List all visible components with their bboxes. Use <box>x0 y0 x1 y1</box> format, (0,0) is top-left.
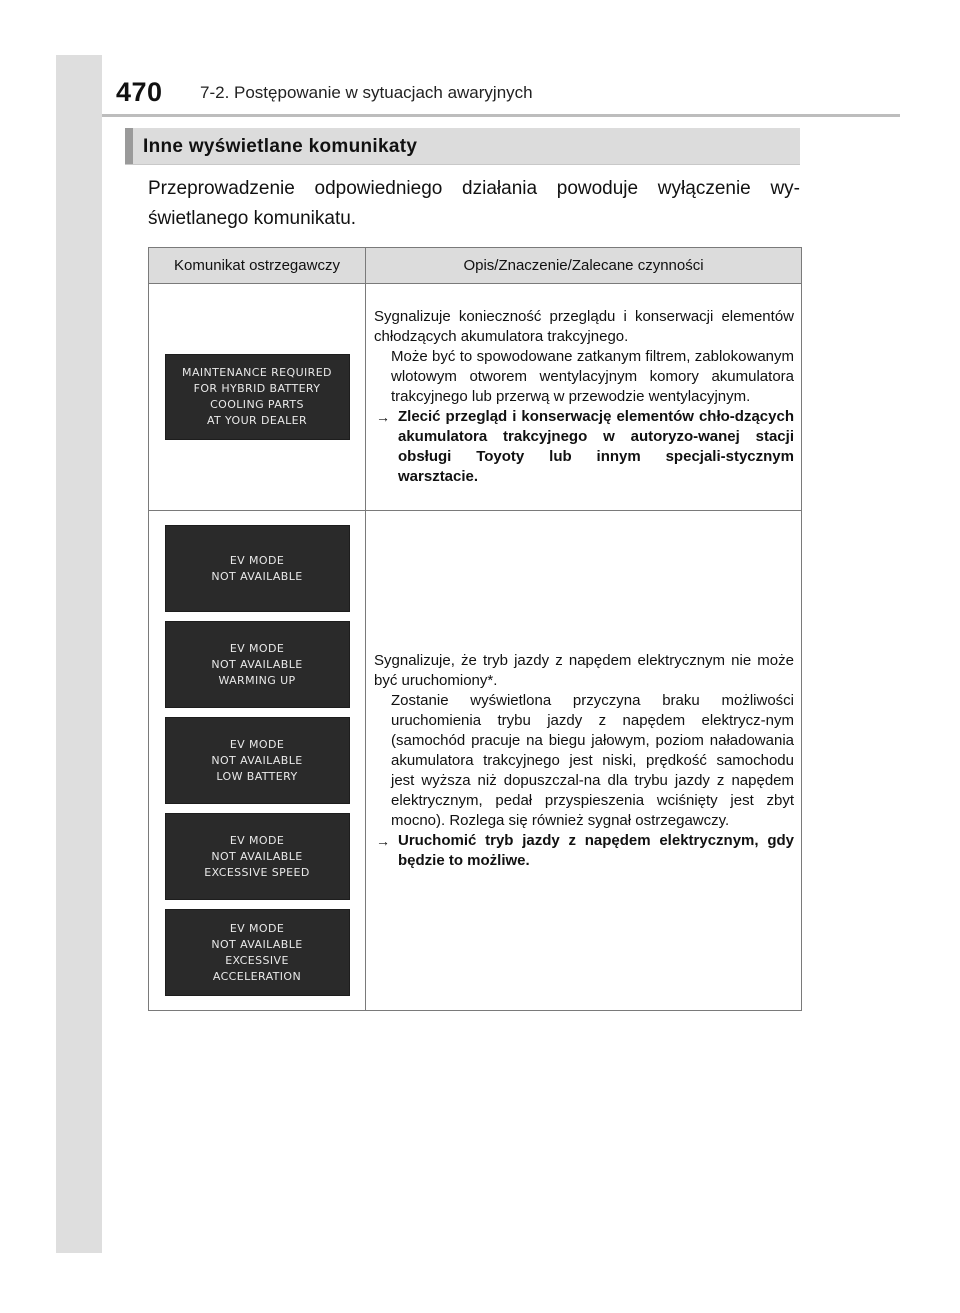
display-line: NOT AVAILABLE <box>211 569 303 583</box>
display-line: MAINTENANCE REQUIRED <box>182 366 332 379</box>
display-line: EXCESSIVE SPEED <box>204 865 310 879</box>
message-display-cell <box>149 284 366 511</box>
description-cell <box>366 511 802 1011</box>
details-text: Może być to spowodowane zatkanym filtrem, zablokowanym wlotowym otworem wentylacyjnym komory akumulatora trakcyjnego lub przerwą w przewodzie wentylacyjnym. <box>391 348 794 405</box>
page-header <box>102 55 900 115</box>
section-heading-bar <box>125 128 800 165</box>
display-ev-mode-not-available <box>165 525 350 612</box>
display-line: NOT AVAILABLE <box>211 849 303 863</box>
side-margin-band <box>56 55 102 1253</box>
display-line: ACCELERATION <box>212 969 302 983</box>
display-line: NOT AVAILABLE <box>211 937 303 951</box>
display-line: EXCESSIVE <box>225 953 289 967</box>
display-line: NOT AVAILABLE <box>211 753 303 767</box>
display-line: EV MODE <box>229 553 285 567</box>
table-header-row <box>149 248 802 284</box>
column-header-description: Opis/Znaczenie/Zalecane czynności <box>366 248 802 284</box>
recommended-action <box>374 407 794 487</box>
display-ev-mode-excessive-acceleration <box>165 909 350 996</box>
arrow-right-icon: → <box>376 832 390 849</box>
display-line: EV MODE <box>229 921 285 935</box>
display-ev-mode-warming-up <box>165 621 350 708</box>
header-divider <box>102 114 900 117</box>
details-text: Zostanie wyświetlona przyczyna braku możliwości uruchomienia trybu jazdy z napędem elektrycz-nym (samochód pracuje na biegu jałowym, poziom naładowania akumulatora trakcyjnego jest niski, prędkość samochodu jest wyższa niż dopuszczal-na dla trybu jazdy z napędem elektrycznym, pedał przyspieszenia wciśnięty jest zbyt mocno). Rozlega się również sygnał ostrzegawczy. <box>391 691 794 829</box>
display-ev-mode-excessive-speed <box>165 813 350 900</box>
display-ev-mode-low-battery <box>165 717 350 804</box>
table-row <box>149 511 802 1011</box>
recommended-action <box>374 831 794 871</box>
display-line: EV MODE <box>229 833 285 847</box>
action-text: Uruchomić tryb jazdy z napędem elektrycznym, gdy będzie to możliwe. <box>398 831 794 869</box>
section-title: Inne wyświetlane komunikaty <box>143 136 418 157</box>
warning-messages-table <box>148 247 802 1011</box>
display-line: EV MODE <box>229 737 285 751</box>
chapter-title: 7-2. Postępowanie w sytuacjach awaryjnych <box>200 83 533 102</box>
section-accent <box>125 128 133 164</box>
page-number: 470 <box>116 77 163 107</box>
action-text: Zlecić przegląd i konserwację elementów chło-dzących akumulatora trakcyjnego w autoryzo-wanej stacji obsługi Toyoty lub innym specjali-stycznym warsztacie. <box>398 408 794 485</box>
display-line: EV MODE <box>229 641 285 655</box>
display-line: LOW BATTERY <box>216 769 298 783</box>
message-display-cell <box>149 511 366 1011</box>
display-maintenance-required <box>165 354 350 440</box>
intro-paragraph: Przeprowadzenie odpowiedniego działania powoduje wyłączenie wy-świetlanego komunikatu. <box>148 178 800 229</box>
display-line: COOLING PARTS <box>210 398 304 411</box>
description-text: Sygnalizuje, że tryb jazdy z napędem elektrycznym nie może być uruchomiony*. <box>374 651 794 689</box>
display-line: AT YOUR DEALER <box>206 414 308 427</box>
arrow-right-icon: → <box>376 409 390 425</box>
display-line: NOT AVAILABLE <box>211 657 303 671</box>
display-line: FOR HYBRID BATTERY <box>193 382 321 395</box>
display-line: WARMING UP <box>218 673 296 687</box>
table-row <box>149 284 802 511</box>
description-text: Sygnalizuje konieczność przeglądu i konserwacji elementów chłodzących akumulatora trakcyjnego. <box>374 308 794 345</box>
description-cell <box>366 284 802 511</box>
column-header-message: Komunikat ostrzegawczy <box>149 248 366 284</box>
